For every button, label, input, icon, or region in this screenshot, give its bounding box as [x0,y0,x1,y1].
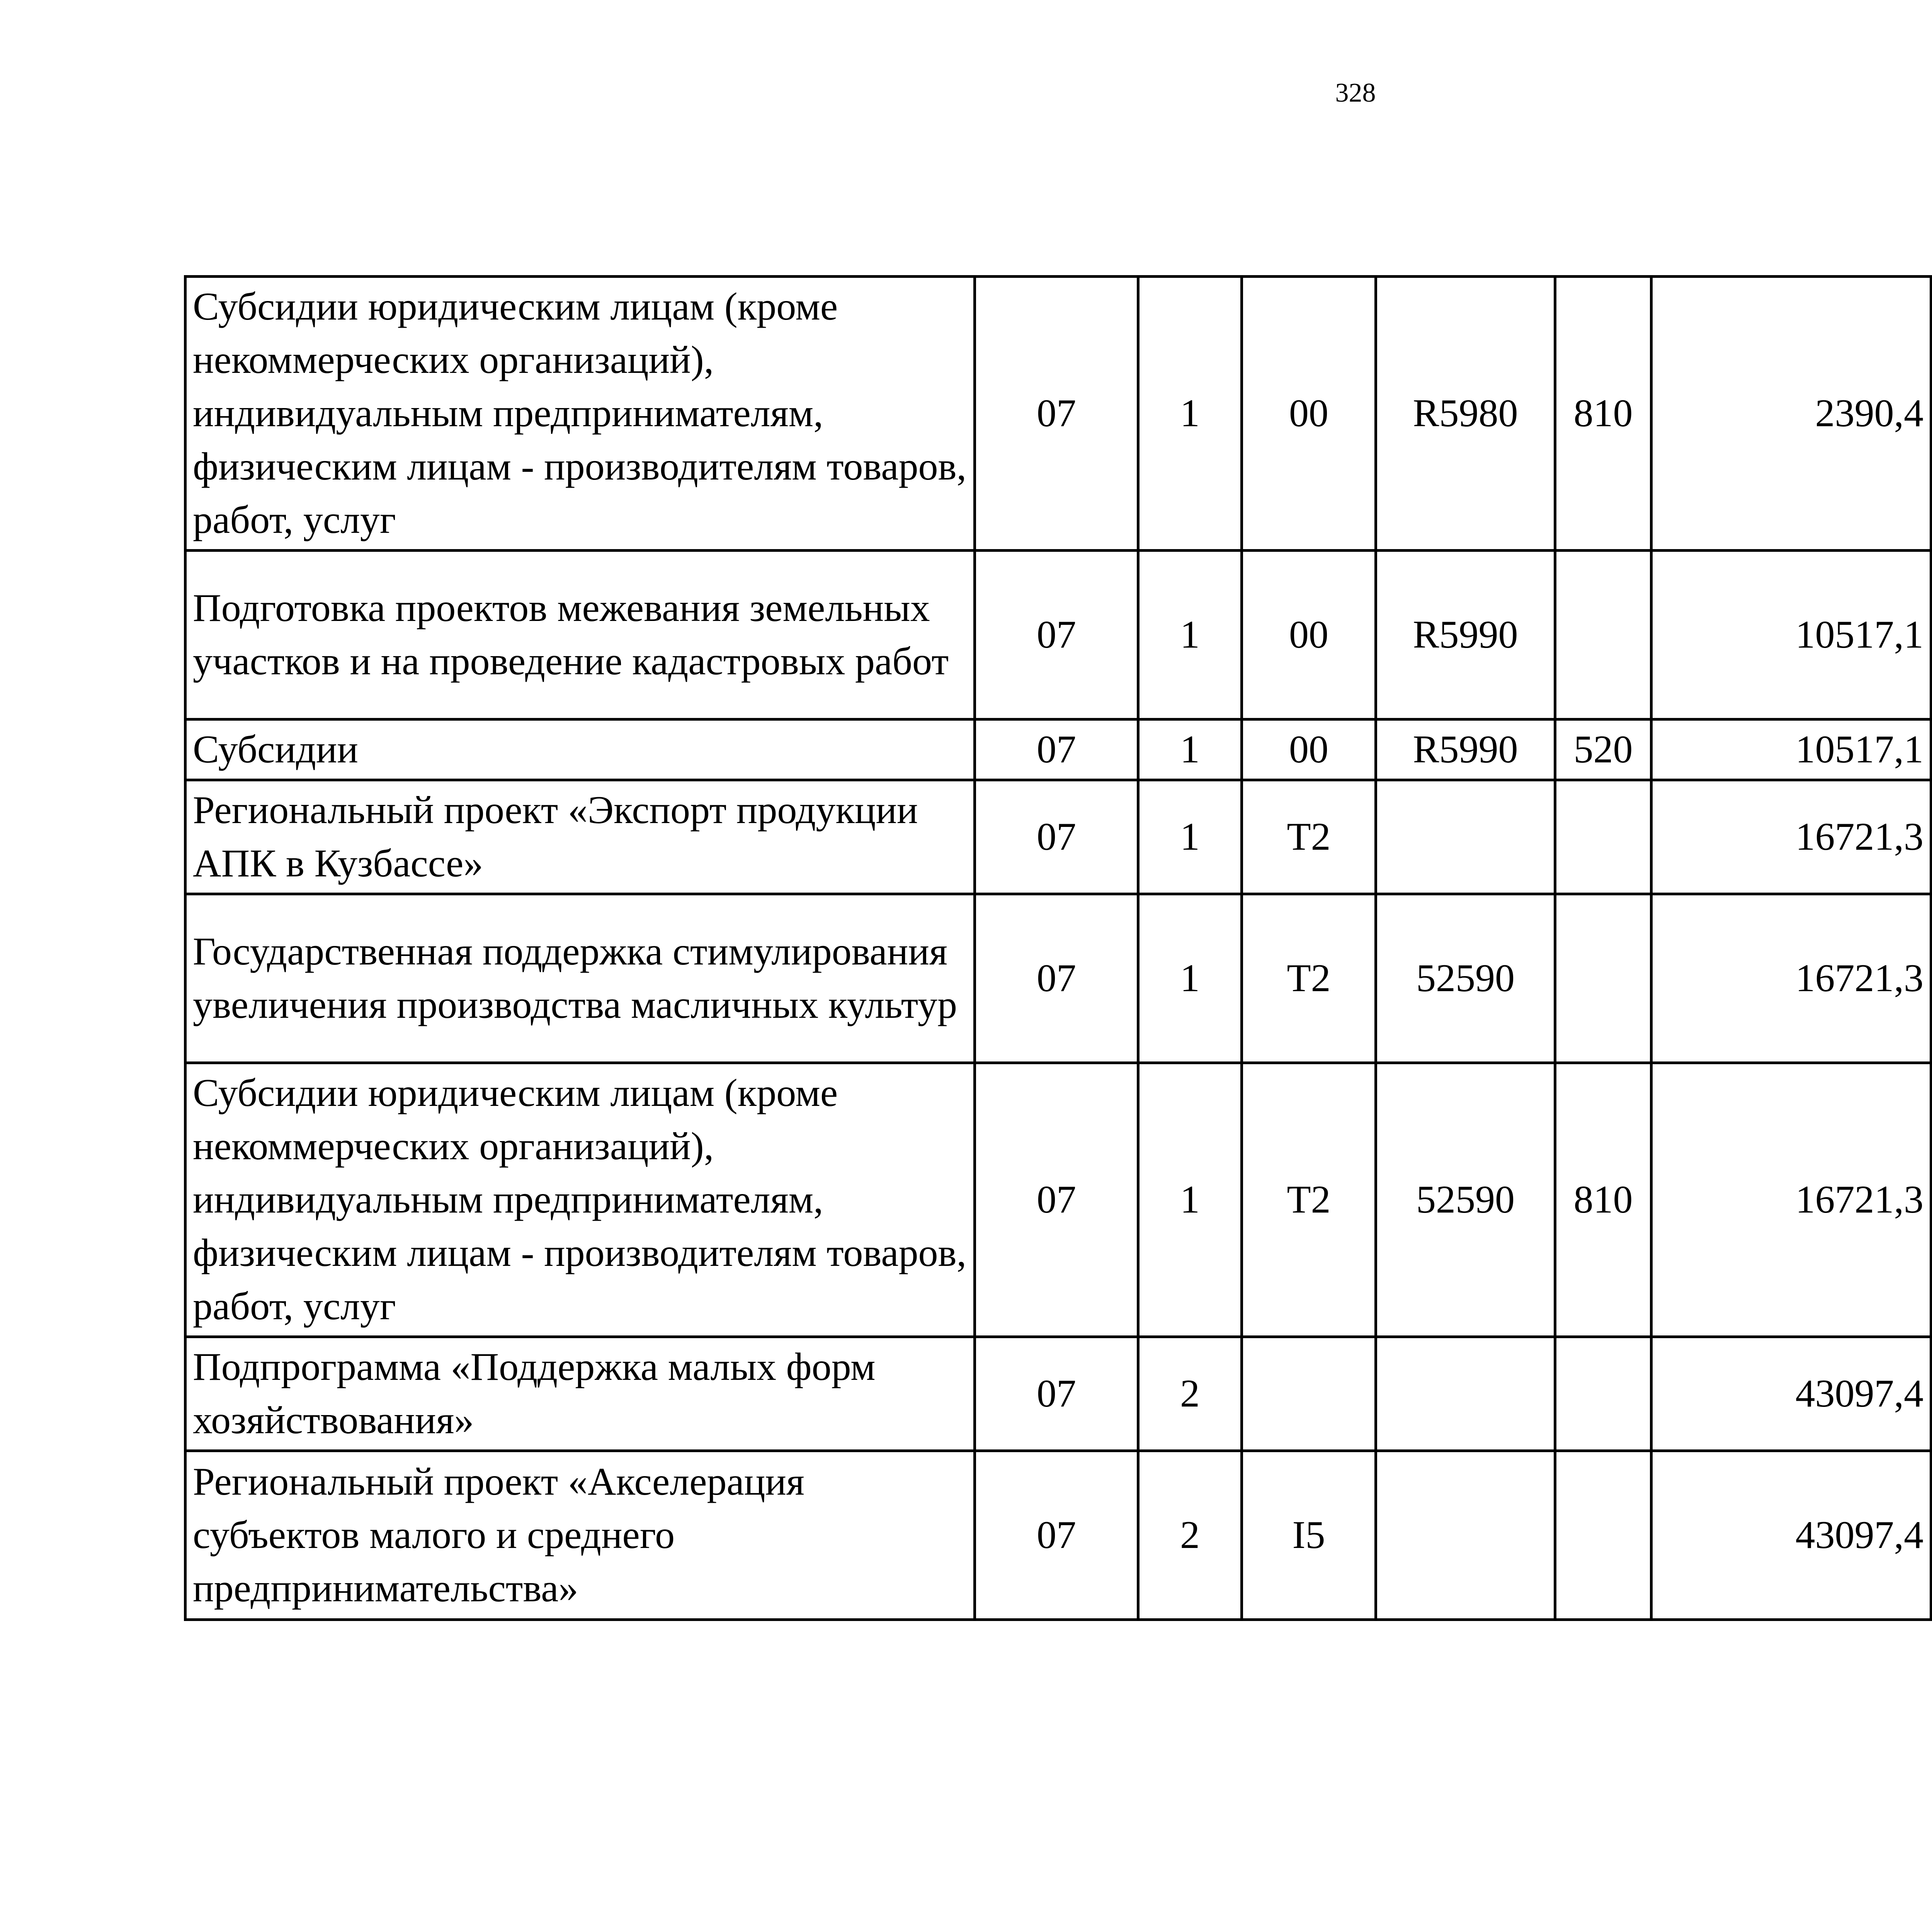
amount-1: 16721,3 [1651,894,1931,1063]
expense-type-code: 520 [1555,720,1651,780]
program-code: 1 [1138,894,1242,1063]
program-code: 1 [1138,1063,1242,1337]
program-code: 1 [1138,277,1242,551]
section-code: 07 [975,551,1138,720]
target-article-code: R5990 [1376,720,1555,780]
subprogram-code: T2 [1242,894,1376,1063]
table-row [185,894,1932,1063]
expense-type-code [1555,551,1651,720]
subprogram-code [1242,1337,1376,1451]
program-code: 1 [1138,780,1242,894]
program-code: 1 [1138,720,1242,780]
amount-1: 16721,3 [1651,780,1931,894]
subprogram-code: 00 [1242,720,1376,780]
expense-type-code: 810 [1555,277,1651,551]
amount-1: 43097,4 [1651,1337,1931,1451]
amount-1: 10517,1 [1651,551,1931,720]
table-row [185,1337,1932,1451]
row-name: Субсидии юридическим лицам (кроме некоммерческих организаций), индивидуальным предпринимателям, физическим лицам - производителям товаров, работ, услуг [185,1063,975,1337]
amount-1: 10517,1 [1651,720,1931,780]
expense-type-code [1555,780,1651,894]
section-code: 07 [975,277,1138,551]
expense-type-code [1555,1337,1651,1451]
subprogram-code: I5 [1242,1451,1376,1620]
target-article-code: R5980 [1376,277,1555,551]
expense-type-code: 810 [1555,1063,1651,1337]
page-number: 328 [1335,78,1376,108]
target-article-code: R5990 [1376,551,1555,720]
section-code: 07 [975,1337,1138,1451]
amount-1: 2390,4 [1651,277,1931,551]
row-name: Субсидии [185,720,975,780]
table-row [185,277,1932,551]
row-name: Подпрограмма «Поддержка малых форм хозяйствования» [185,1337,975,1451]
section-code: 07 [975,780,1138,894]
target-article-code [1376,1451,1555,1620]
target-article-code: 52590 [1376,1063,1555,1337]
row-name: Подготовка проектов межевания земельных участков и на проведение кадастровых работ [185,551,975,720]
section-code: 07 [975,720,1138,780]
table-row [185,780,1932,894]
budget-table [184,275,1932,1621]
section-code: 07 [975,1451,1138,1620]
row-name: Субсидии юридическим лицам (кроме некоммерческих организаций), индивидуальным предпринимателям, физическим лицам - производителям товаров, работ, услуг [185,277,975,551]
subprogram-code: T2 [1242,780,1376,894]
program-code: 2 [1138,1337,1242,1451]
table-row [185,1063,1932,1337]
section-code: 07 [975,1063,1138,1337]
target-article-code [1376,780,1555,894]
program-code: 2 [1138,1451,1242,1620]
expense-type-code [1555,1451,1651,1620]
target-article-code [1376,1337,1555,1451]
amount-1: 16721,3 [1651,1063,1931,1337]
row-name: Государственная поддержка стимулирования увеличения производства масличных культур [185,894,975,1063]
table-row [185,720,1932,780]
subprogram-code: 00 [1242,277,1376,551]
row-name: Региональный проект «Экспорт продукции АПК в Кузбассе» [185,780,975,894]
program-code: 1 [1138,551,1242,720]
table-row [185,1451,1932,1620]
target-article-code: 52590 [1376,894,1555,1063]
subprogram-code: T2 [1242,1063,1376,1337]
table-row [185,551,1932,720]
row-name: Региональный проект «Акселерация субъектов малого и среднего предпринимательства» [185,1451,975,1620]
amount-1: 43097,4 [1651,1451,1931,1620]
expense-type-code [1555,894,1651,1063]
section-code: 07 [975,894,1138,1063]
subprogram-code: 00 [1242,551,1376,720]
